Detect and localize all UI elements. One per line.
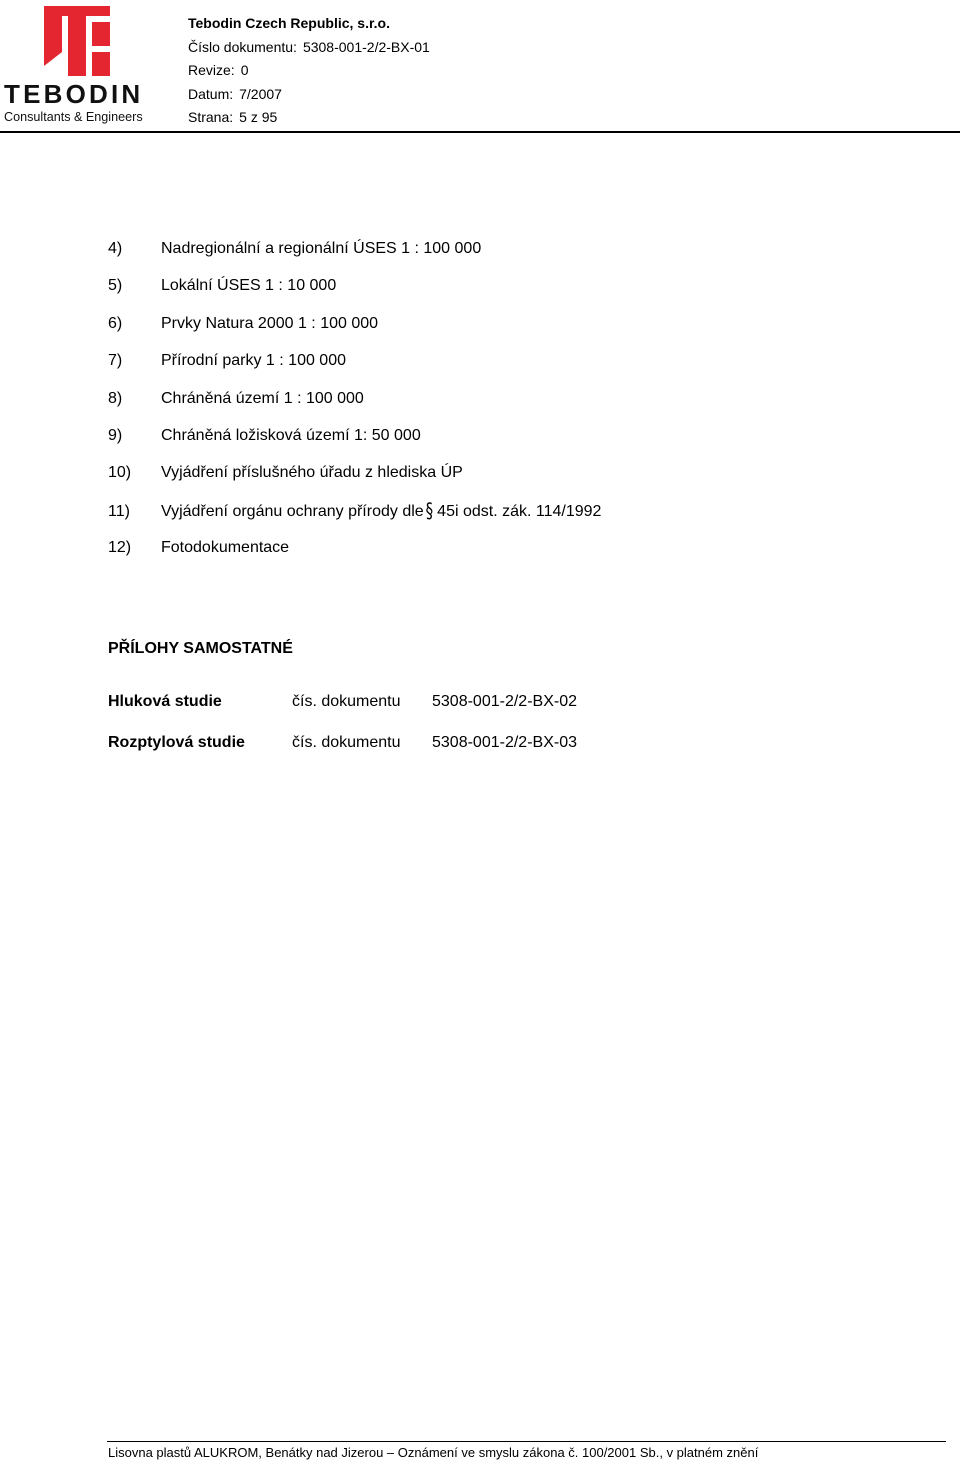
list-item-text: Přírodní parky 1 : 100 000 (161, 352, 346, 370)
revision-label: Revize: (188, 62, 235, 79)
tebodin-t-icon (40, 6, 114, 76)
page-footer: Lisovna plastů ALUKROM, Benátky nad Jizerou – Oznámení ve smyslu zákona č. 100/2001 Sb., v platném znění (108, 1445, 759, 1460)
list-item-text: Lokální ÚSES 1 : 10 000 (161, 277, 337, 295)
tebodin-logo (0, 0, 160, 130)
list-item (108, 462, 601, 499)
date (188, 83, 430, 107)
list-item-number: 7) (108, 352, 123, 370)
annex-name: Hluková studie (108, 693, 222, 710)
document-number-label: Číslo dokumentu: (188, 38, 297, 55)
list-item-number: 9) (108, 426, 123, 444)
list-item-text: Vyjádření orgánu ochrany přírody dle (161, 502, 424, 520)
footer-divider (107, 1441, 946, 1442)
list-item-text: Chráněná území 1 : 100 000 (161, 389, 364, 407)
company-name: Tebodin Czech Republic, s.r.o. (188, 15, 390, 31)
list-item (108, 500, 601, 537)
page-number-label: Strana: (188, 109, 234, 126)
annexes-title: PŘÍLOHY SAMOSTATNÉ (108, 640, 293, 657)
logo-wordmark: TEBODIN (4, 79, 144, 109)
document-number (188, 36, 430, 60)
annex-row (108, 732, 577, 754)
list-item-number: 11) (108, 502, 130, 520)
list-item (108, 238, 601, 275)
list-item-number: 6) (108, 314, 123, 332)
revision-value: 0 (240, 62, 249, 79)
list-item-text: Vyjádření příslušného úřadu z hlediska ÚP (161, 464, 463, 482)
attachment-list (108, 238, 601, 575)
list-item-text: 45i odst. zák. 114/1992 (437, 502, 602, 520)
annex-doc-number: 5308-001-2/2-BX-03 (432, 734, 577, 751)
page-number (188, 106, 430, 130)
date-label: Datum: (188, 85, 234, 102)
date-value: 7/2007 (239, 85, 282, 102)
list-item-number: 5) (108, 277, 123, 295)
list-item-number: 12) (108, 539, 132, 557)
logo-tagline: Consultants & Engineers (4, 110, 143, 124)
document-header (188, 12, 430, 130)
list-item-text: Nadregionální a regionální ÚSES 1 : 100 000 (161, 240, 482, 257)
list-item-text: Chráněná ložisková území 1: 50 000 (161, 426, 421, 444)
list-item-number: 8) (108, 389, 123, 407)
list-item (108, 313, 601, 350)
list-item (108, 275, 601, 312)
annex-doc-label: čís. dokumentu (292, 693, 401, 710)
list-item (108, 537, 601, 574)
revision (188, 59, 430, 83)
list-item-number: 4) (108, 240, 123, 257)
header-divider (0, 131, 960, 133)
document-number-value: 5308-001-2/2-BX-01 (302, 38, 430, 55)
section-sign: § (425, 498, 434, 523)
list-item-text: Fotodokumentace (161, 539, 290, 557)
annex-name: Rozptylová studie (108, 734, 245, 751)
list-item-text: Prvky Natura 2000 1 : 100 000 (161, 314, 379, 332)
annex-doc-number: 5308-001-2/2-BX-02 (432, 693, 577, 710)
list-item (108, 388, 601, 425)
page-number-value: 5 z 95 (239, 109, 278, 126)
list-item (108, 350, 601, 387)
list-item (108, 425, 601, 462)
annex-row (108, 691, 577, 713)
annex-doc-label: čís. dokumentu (292, 734, 401, 751)
list-item-number: 10) (108, 464, 132, 482)
